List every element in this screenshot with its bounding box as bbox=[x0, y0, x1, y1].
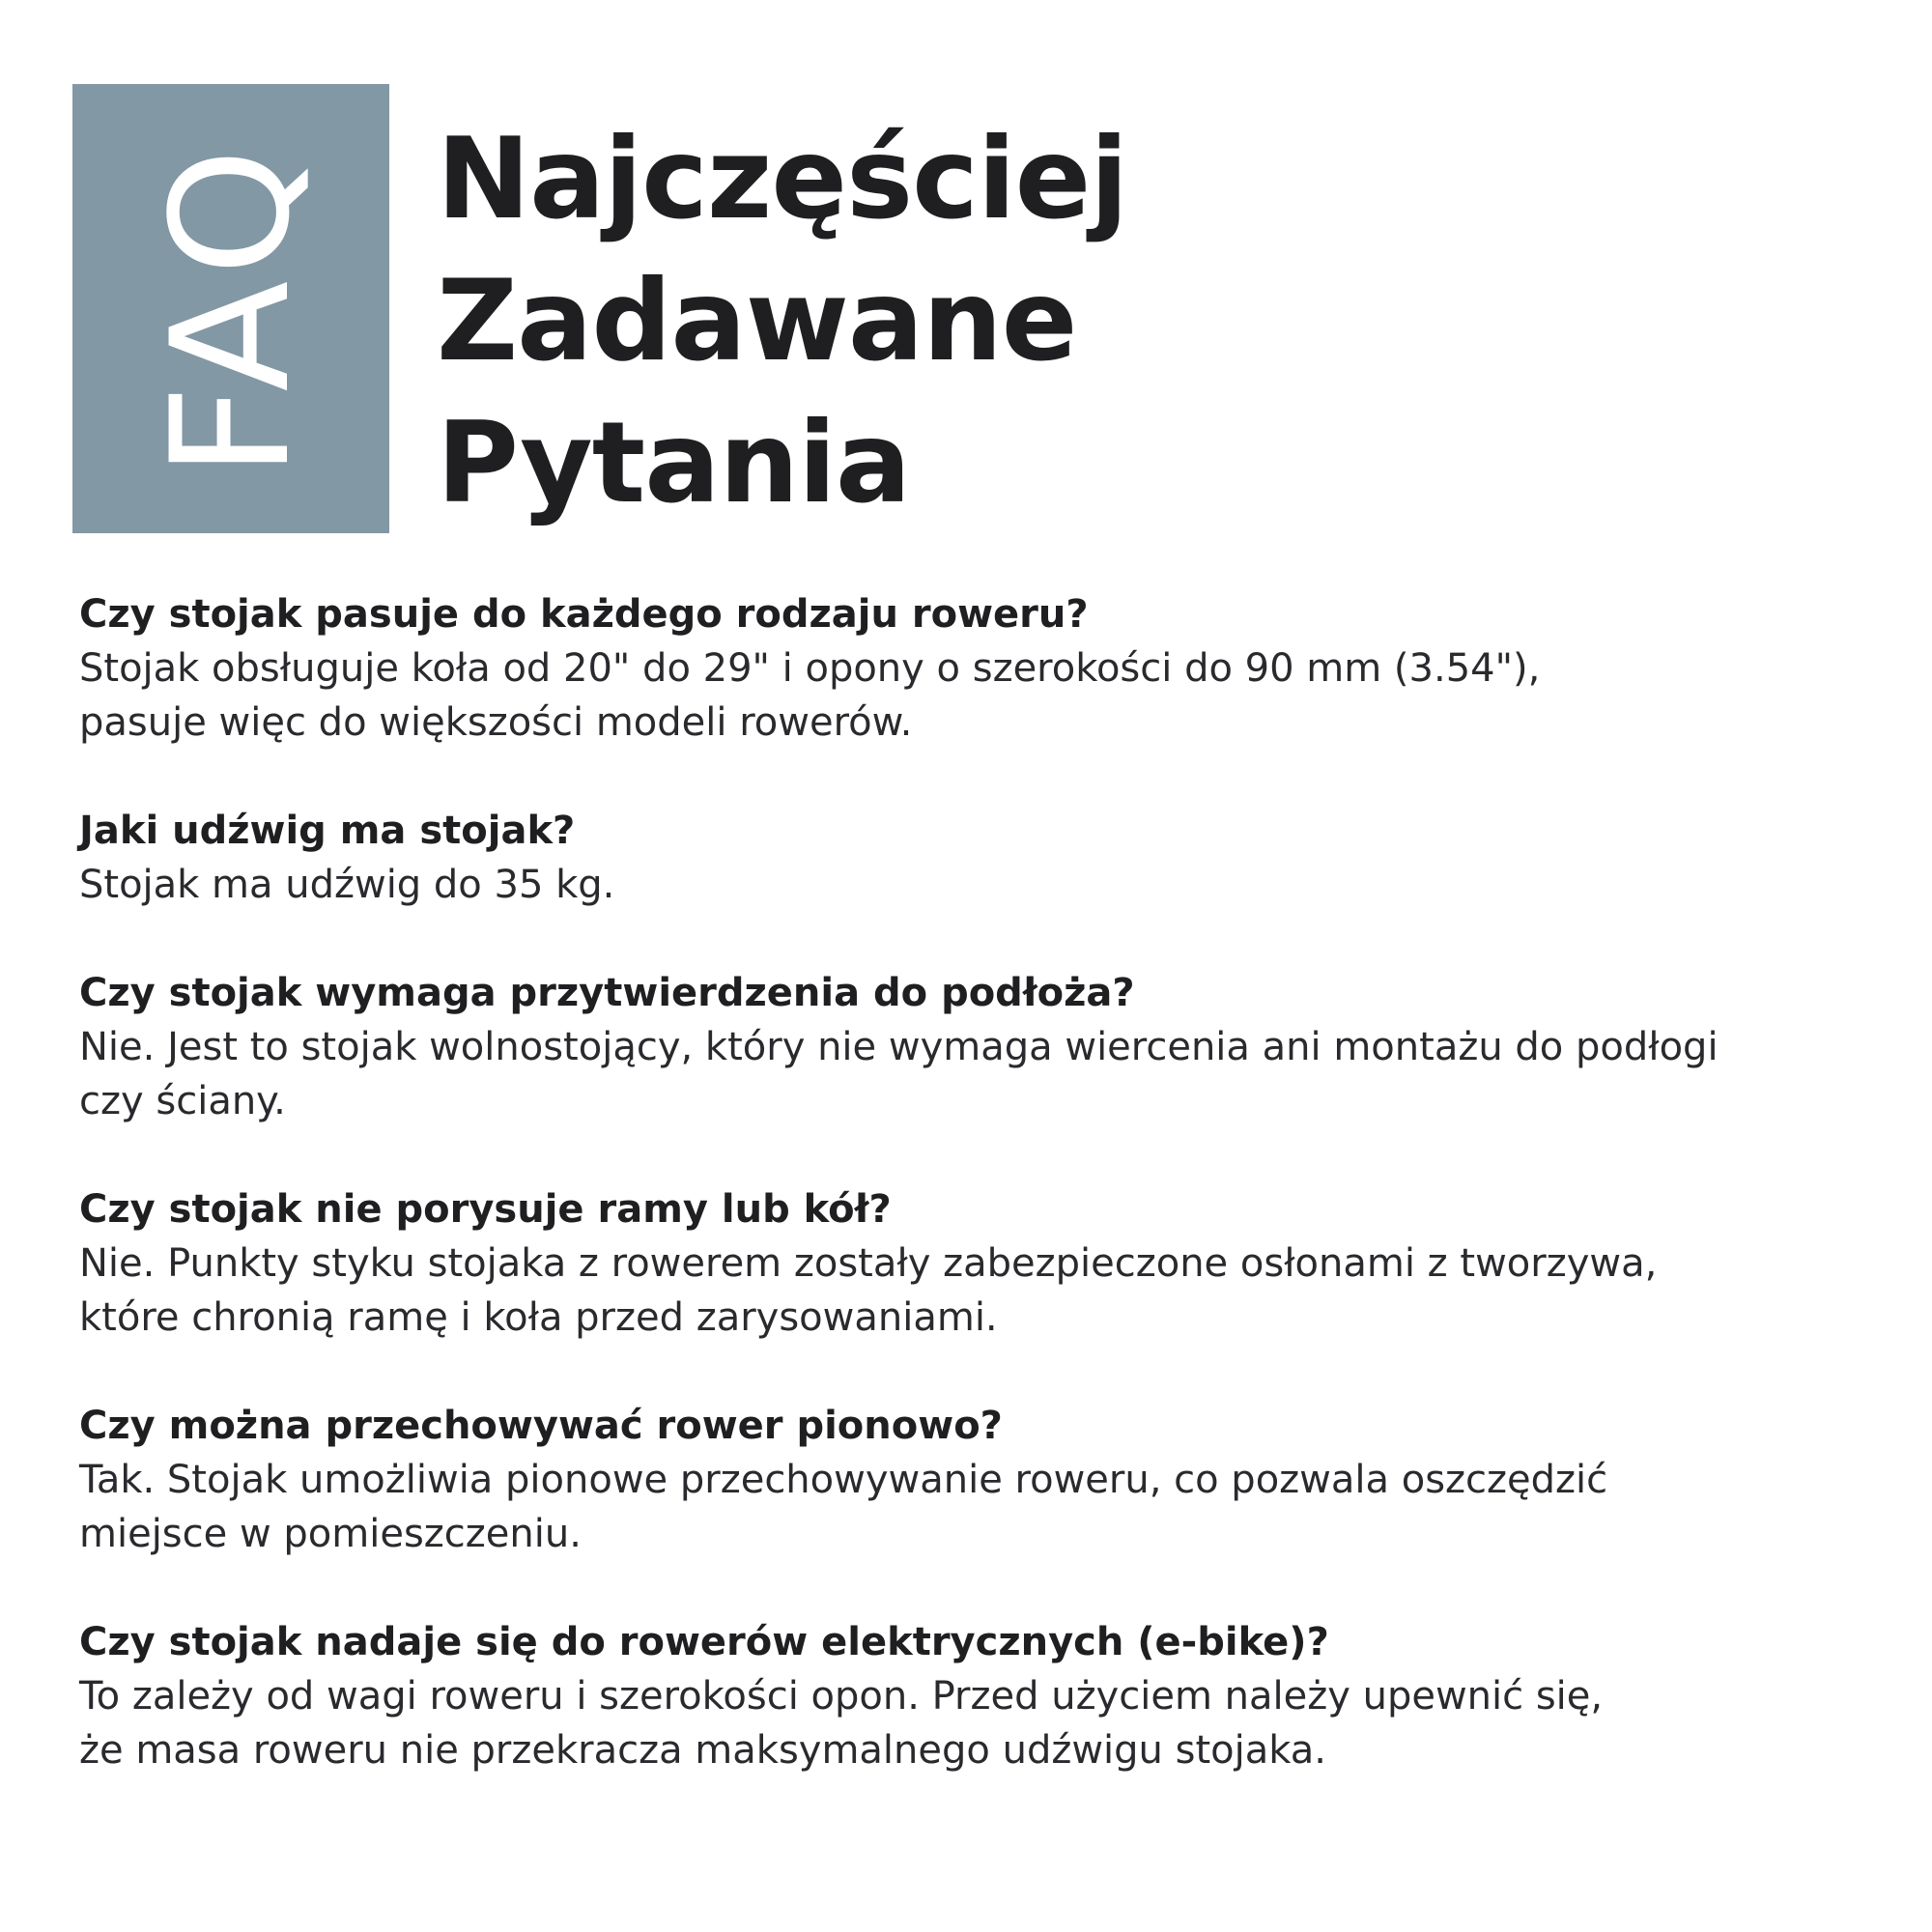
faq-answer bbox=[79, 641, 1876, 750]
faq-answer-line: że masa roweru nie przekracza maksymalnego udźwigu stojaka. bbox=[79, 1728, 1326, 1773]
faq-item bbox=[79, 1399, 1876, 1561]
faq-answer bbox=[79, 1669, 1876, 1777]
faq-answer-line: pasuje więc do większości modeli rowerów. bbox=[79, 700, 913, 745]
faq-answer-line: Stojak obsługuje koła od 20" do 29" i opony o szerokości do 90 mm (3.54"), bbox=[79, 646, 1541, 691]
faq-item bbox=[79, 587, 1876, 750]
page-title-line-1: Najczęściej bbox=[437, 114, 1128, 244]
faq-answer-line: miejsce w pomieszczeniu. bbox=[79, 1512, 582, 1556]
faq-item bbox=[79, 1615, 1876, 1777]
faq-question: Czy stojak nie porysuje ramy lub kół? bbox=[79, 1187, 892, 1232]
faq-question: Jaki udźwig ma stojak? bbox=[79, 809, 576, 853]
faq-item bbox=[79, 804, 1876, 912]
faq-answer-line: Nie. Punkty styku stojaka z rowerem zostały zabezpieczone osłonami z tworzywa, bbox=[79, 1241, 1658, 1286]
page-title-line-2: Zadawane bbox=[437, 256, 1077, 386]
faq-answer bbox=[79, 1020, 1876, 1128]
faq-question: Czy można przechowywać rower pionowo? bbox=[79, 1404, 1003, 1448]
faq-answer-line: Stojak ma udźwig do 35 kg. bbox=[79, 863, 615, 907]
page-title-line-3: Pytania bbox=[437, 398, 911, 528]
faq-item bbox=[79, 966, 1876, 1128]
faq-question: Czy stojak wymaga przytwierdzenia do podłoża? bbox=[79, 971, 1135, 1015]
faq-answer-line: Tak. Stojak umożliwia pionowe przechowywanie roweru, co pozwala oszczędzić bbox=[79, 1458, 1608, 1502]
faq-item bbox=[79, 1182, 1876, 1345]
faq-badge-label: FAQ bbox=[136, 139, 326, 478]
faq-answer bbox=[79, 1453, 1876, 1561]
faq-answer-line: To zależy od wagi roweru i szerokości opon. Przed użyciem należy upewnić się, bbox=[79, 1674, 1604, 1719]
faq-answer-line: Nie. Jest to stojak wolnostojący, który nie wymaga wiercenia ani montażu do podłogi bbox=[79, 1025, 1719, 1069]
page-title bbox=[437, 108, 1127, 534]
faq-badge bbox=[72, 84, 389, 533]
faq-question: Czy stojak nadaje się do rowerów elektrycznych (e-bike)? bbox=[79, 1620, 1329, 1664]
faq-question: Czy stojak pasuje do każdego rodzaju roweru? bbox=[79, 592, 1089, 637]
faq-answer-line: które chronią ramę i koła przed zarysowaniami. bbox=[79, 1295, 998, 1340]
faq-list bbox=[79, 587, 1876, 1832]
faq-answer bbox=[79, 1236, 1876, 1345]
faq-answer-line: czy ściany. bbox=[79, 1079, 286, 1123]
faq-answer bbox=[79, 858, 1876, 912]
